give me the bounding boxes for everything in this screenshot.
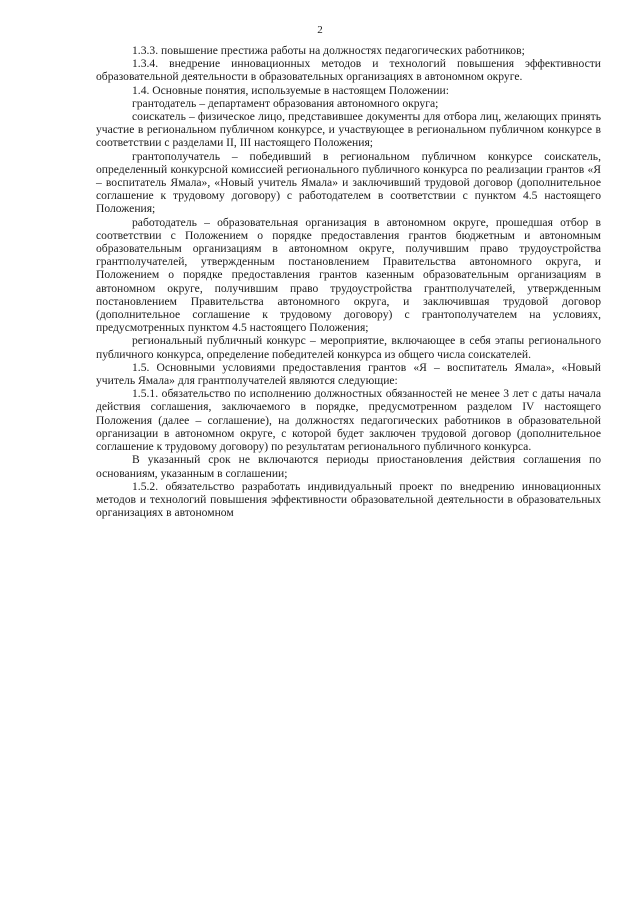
definition-regional-contest: региональный публичный конкурс – мероприятие, включающее в себя этапы регионального публичного конкурса, определение победителей конкурса из общего числа соискателей. <box>96 334 601 361</box>
paragraph-1-3-3: 1.3.3. повышение престижа работы на должностях педагогических работников; <box>132 44 525 57</box>
definition-employer: работодатель – образовательная организация в автономном округе, прошедшая отбор в соответствии с Положением о порядке предоставления грантов бюджетным и автономным образовательным организациям в автономном округе, получившим право трудоустройства грантполучателей, утвержденным постановлением Правительства автономного округа, и Положением о порядке предоставления грантов казенным образовательным организациям в автономном округе, получившим право трудоустройства грантполучателей, утвержденным постановлением Правительства автономного округа, и заключившая трудовой договор (дополнительное соглашение к трудовому договору) с грантополучателем на условиях, предусмотренных пунктом 4.5 настоящего Положения; <box>96 215 601 335</box>
definition-applicant: соискатель – физическое лицо, представившее документы для отбора лиц, желающих принять участие в региональном публичном конкурсе, и участвующее в региональном публичном конкурсе в соответствии с разделами II, III настоящего Положения; <box>96 110 601 150</box>
paragraph-suspension-periods: В указанный срок не включаются периоды приостановления действия соглашения по основаниям, указанным в соглашении; <box>96 453 601 480</box>
paragraph-1-5-1: 1.5.1. обязательство по исполнению должностных обязанностей не менее 3 лет с даты начала действия соглашения, заключаемого в порядке, предусмотренном разделом IV настоящего Положения (далее – соглашение), на должностях педагогических работников в образовательной организации в автономном округе, с которой будет заключен трудовой договор (дополнительное соглашение к трудовому договору) по результатам регионального публичного конкурса. <box>96 387 601 454</box>
page-number: 2 <box>317 24 323 36</box>
paragraph-1-5: 1.5. Основными условиями предоставления грантов «Я – воспитатель Ямала», «Новый учитель Ямала» для грантполучателей являются следующие: <box>96 360 601 388</box>
definition-grant-recipient: грантополучатель – победивший в региональном публичном конкурсе соискатель, определенный конкурсной комиссией регионального публичного конкурса по реализации грантов «Я – воспитатель Ямала», «Новый учитель Ямала» и заключивший трудовой договор (дополнительное соглашение к трудовому договору) с работодателем в соответствии с пунктом 4.5 настоящего Положения; <box>96 149 601 216</box>
paragraph-1-3-4: 1.3.4. внедрение инновационных методов и технологий повышения эффективности образовательной деятельности в образовательных организациях в автономном округе. <box>96 57 601 84</box>
document-body <box>96 44 601 519</box>
paragraph-1-5-2: 1.5.2. обязательство разработать индивидуальный проект по внедрению инновационных методов и технологий повышения эффективности образовательной деятельности в образовательных организациях в автономном <box>96 479 601 520</box>
paragraph-1-4: 1.4. Основные понятия, используемые в настоящем Положении: <box>132 83 449 97</box>
definition-grantor: грантодатель – департамент образования автономного округа; <box>132 96 439 110</box>
